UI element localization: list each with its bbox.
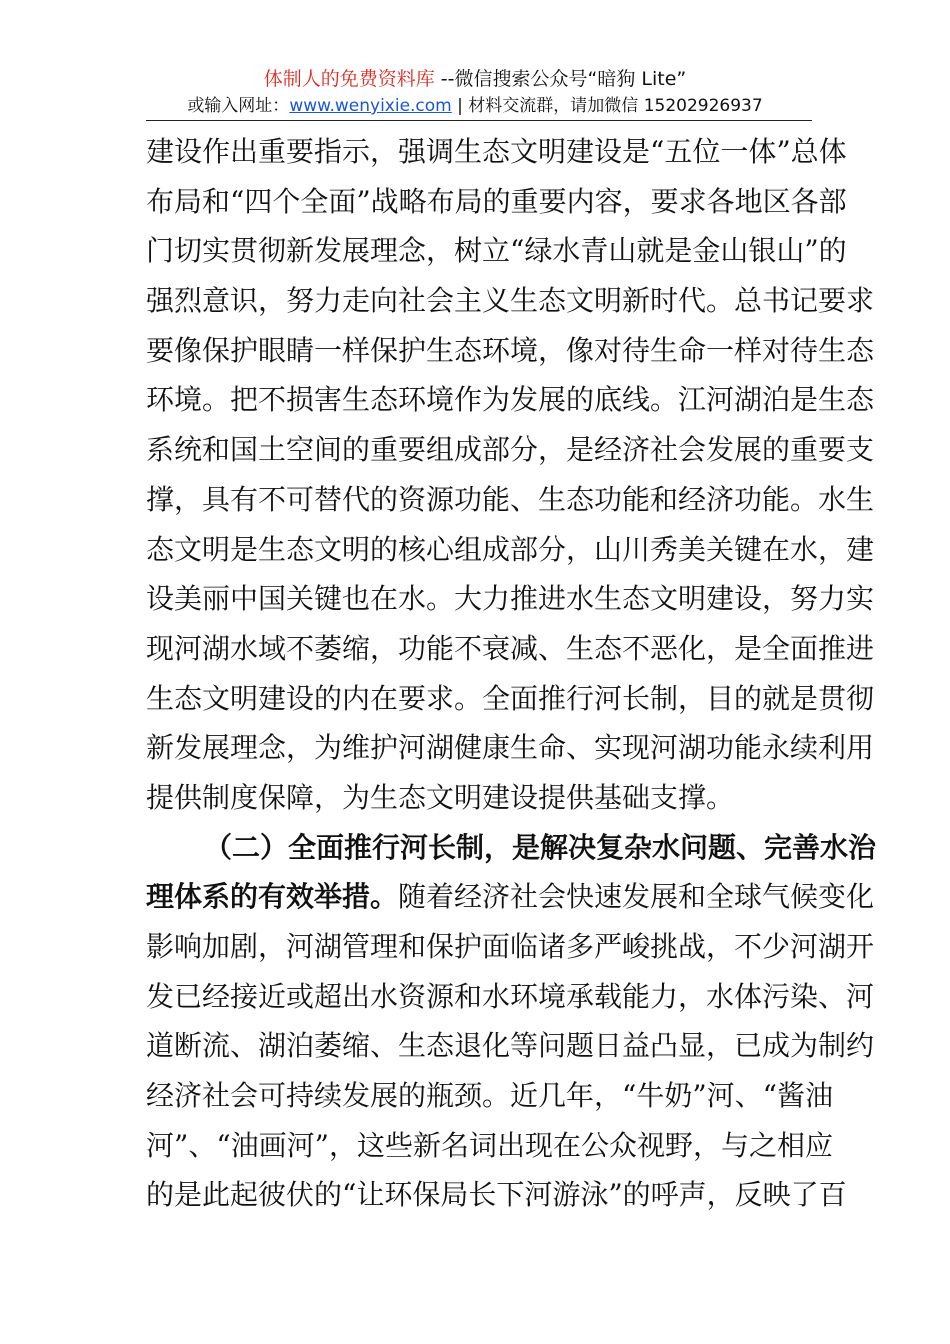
text-line: 建设作出重要指示，强调生态文明建设是“五位一体”总体 (146, 135, 847, 168)
header-separator: | (451, 96, 469, 116)
section-heading-end: 理体系的有效举措。 (146, 880, 399, 914)
text-line: 提供制度保障，为生态文明建设提供基础支撑。 (146, 780, 735, 814)
header-line-2 (0, 94, 950, 118)
brand-title: 体制人的免费资料库 (263, 68, 435, 90)
text-line: 设美丽中国关键也在水。大力推进水生态文明建设，努力实 (146, 582, 875, 616)
text-line: 门切实贯彻新发展理念，树立“绿水青山就是金山银山”的 (146, 234, 847, 268)
text-line: 强烈意识，努力走向社会主义生态文明新时代。总书记要求 (146, 284, 875, 318)
text-line: 系统和国土空间的重要组成部分，是经济社会发展的重要支 (146, 433, 875, 467)
text-line: 道断流、湖泊萎缩、生态退化等问题日益凸显，已成为制约 (146, 1029, 875, 1063)
text-line (146, 872, 875, 922)
text-line: 河”、“油画河”，这些新名词出现在公众视野，与之相应 (146, 1128, 833, 1162)
section-heading: （二）全面推行河长制，是解决复杂水问题、完善水治 (204, 830, 877, 864)
document-body (146, 127, 877, 1220)
text-line: 经济社会可持续发展的瓶颈。近几年，“牛奶”河、“酱油 (146, 1079, 833, 1113)
header-divider (146, 120, 812, 121)
header-line-1 (0, 66, 950, 92)
text-line-rest: 随着经济社会快速发展和全球气候变化 (398, 880, 875, 914)
page-header (0, 66, 950, 118)
url-prefix: 或输入网址： (187, 96, 290, 116)
text-line: 撑，具有不可替代的资源功能、生态功能和经济功能。水生 (146, 482, 875, 516)
text-line: 的是此起彼伏的“让环保局长下河游泳”的呼声，反映了百 (146, 1178, 847, 1212)
text-line: 影响加剧，河湖管理和保护面临诸多严峻挑战，不少河湖开 (146, 930, 875, 963)
text-line: 态文明是生态文明的核心组成部分，山川秀美关键在水，建 (146, 532, 875, 566)
text-line: 现河湖水域不萎缩，功能不衰减、生态不恶化，是全面推进 (146, 631, 875, 665)
text-line: 要像保护眼睛一样保护生态环境，像对待生命一样对待生态 (146, 333, 875, 367)
text-line: 新发展理念，为维护河湖健康生命、实现河湖功能永续利用 (146, 731, 875, 765)
contact-text: 材料交流群，请加微信 15202926937 (468, 96, 763, 116)
text-line: 发已经接近或超出水资源和水环境承载能力，水体污染、河 (146, 979, 875, 1013)
text-line: 环境。把不损害生态环境作为发展的底线。江河湖泊是生态 (146, 383, 875, 417)
wechat-search-text: --微信搜索公众号“暗狗 Lite” (434, 68, 687, 90)
text-line: 生态文明建设的内在要求。全面推行河长制，目的就是贯彻 (146, 681, 875, 715)
website-link[interactable]: www.wenyixie.com (289, 96, 452, 116)
text-line: 布局和“四个全面”战略布局的重要内容，要求各地区各部 (146, 184, 847, 218)
